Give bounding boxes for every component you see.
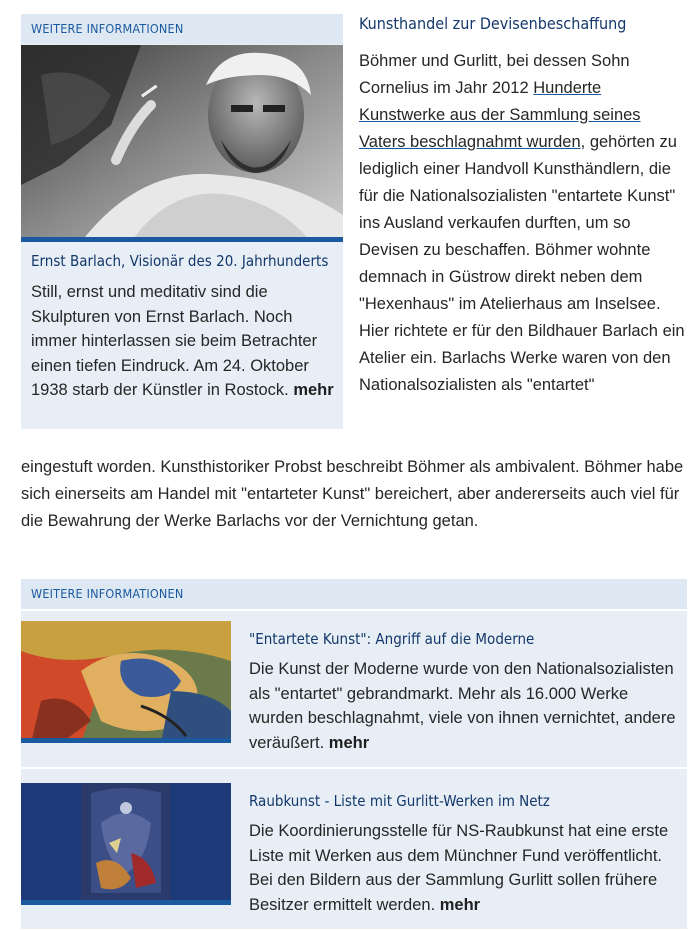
related-item-text — [249, 657, 679, 755]
related-box-header: WEITERE INFORMATIONEN — [21, 579, 687, 609]
image-accent-bar — [21, 237, 343, 242]
related-item-more-link[interactable]: mehr — [328, 733, 370, 752]
sidebar-teaser-title[interactable]: Ernst Barlach, Visionär des 20. Jahrhunderts — [31, 252, 329, 270]
barlach-portrait-image[interactable] — [21, 45, 343, 242]
image-accent-bar — [21, 738, 231, 743]
sidebar-teaser-body: Still, ernst und meditativ sind die Skulpturen von Ernst Barlach. Noch immer hinterlassen sie beim Betrachter einen tiefen Eindruck. Am 24. Oktober 1938 starb der Künstler in Rostock. — [31, 283, 318, 399]
related-item-title[interactable]: Raubkunst - Liste mit Gurlitt-Werken im Netz — [249, 792, 550, 810]
article-text-before-link: Böhmer und Gurlitt, bei dessen Sohn Cornelius im Jahr 2012 — [359, 52, 630, 97]
sidebar-info-box — [21, 14, 343, 429]
sidebar-box-header: WEITERE INFORMATIONEN — [21, 14, 343, 44]
related-info-box — [21, 579, 687, 929]
related-item-raubkunst[interactable] — [21, 769, 687, 929]
sidebar-more-link[interactable]: mehr — [293, 381, 334, 399]
related-item-title[interactable]: "Entartete Kunst": Angriff auf die Moderne — [249, 630, 535, 648]
image-accent-bar — [21, 900, 231, 905]
raubkunst-painting-image[interactable] — [21, 783, 231, 905]
related-item-entartete-kunst[interactable] — [21, 611, 687, 767]
article-paragraph-continued: eingestuft worden. Kunsthistoriker Probst beschreibt Böhmer als ambivalent. Böhmer habe sich einerseits am Handel mit "entarteter Kunst" bereichert, aber andererseits auch viel für die Bewahrung der Werke Barlachs vor der Vernichtung getan. — [21, 458, 684, 530]
related-item-text — [249, 819, 679, 917]
gurlitt-collection-link[interactable]: Hunderte Kunstwerke aus der Sammlung seines Vaters beschlagnahmt wurden — [359, 79, 641, 151]
article-subheading: Kunsthandel zur Devisenbeschaffung — [359, 14, 627, 33]
article-paragraph-column — [359, 48, 689, 399]
related-item-body: Die Kunst der Moderne wurde von den Nationalsozialisten als "entartet" gebrandmarkt. Mehr als 16.000 Werke wurden beschlagnahmt, viele von ihnen vernichtet, andere veräußert. — [249, 660, 676, 752]
related-item-body: Die Koordinierungsstelle für NS-Raubkunst hat eine erste Liste mit Werken aus dem Münchner Fund veröffentlicht. Bei den Bildern aus der Sammlung Gurlitt sollen frühere Besitzer ermittelt werden. — [249, 822, 669, 914]
article-text-after-link: , gehörten zu lediglich einer Handvoll Kunsthändlern, die für die Nationalsozialisten "entartete Kunst" ins Ausland verkaufen durften, um so Devisen zu beschaffen. Böhmer wohnte demnach in Güstrow direkt neben dem "Hexenhaus" im Atelierhaus am Inselsee. Hier richtete er für den Bildhauer Barlach ein Atelier ein. Barlachs Werke waren von den Nationalsozialisten als "entartet" — [359, 133, 685, 394]
sidebar-teaser-text — [31, 280, 336, 403]
entartete-kunst-painting-image[interactable] — [21, 621, 231, 743]
related-item-more-link[interactable]: mehr — [439, 895, 481, 914]
